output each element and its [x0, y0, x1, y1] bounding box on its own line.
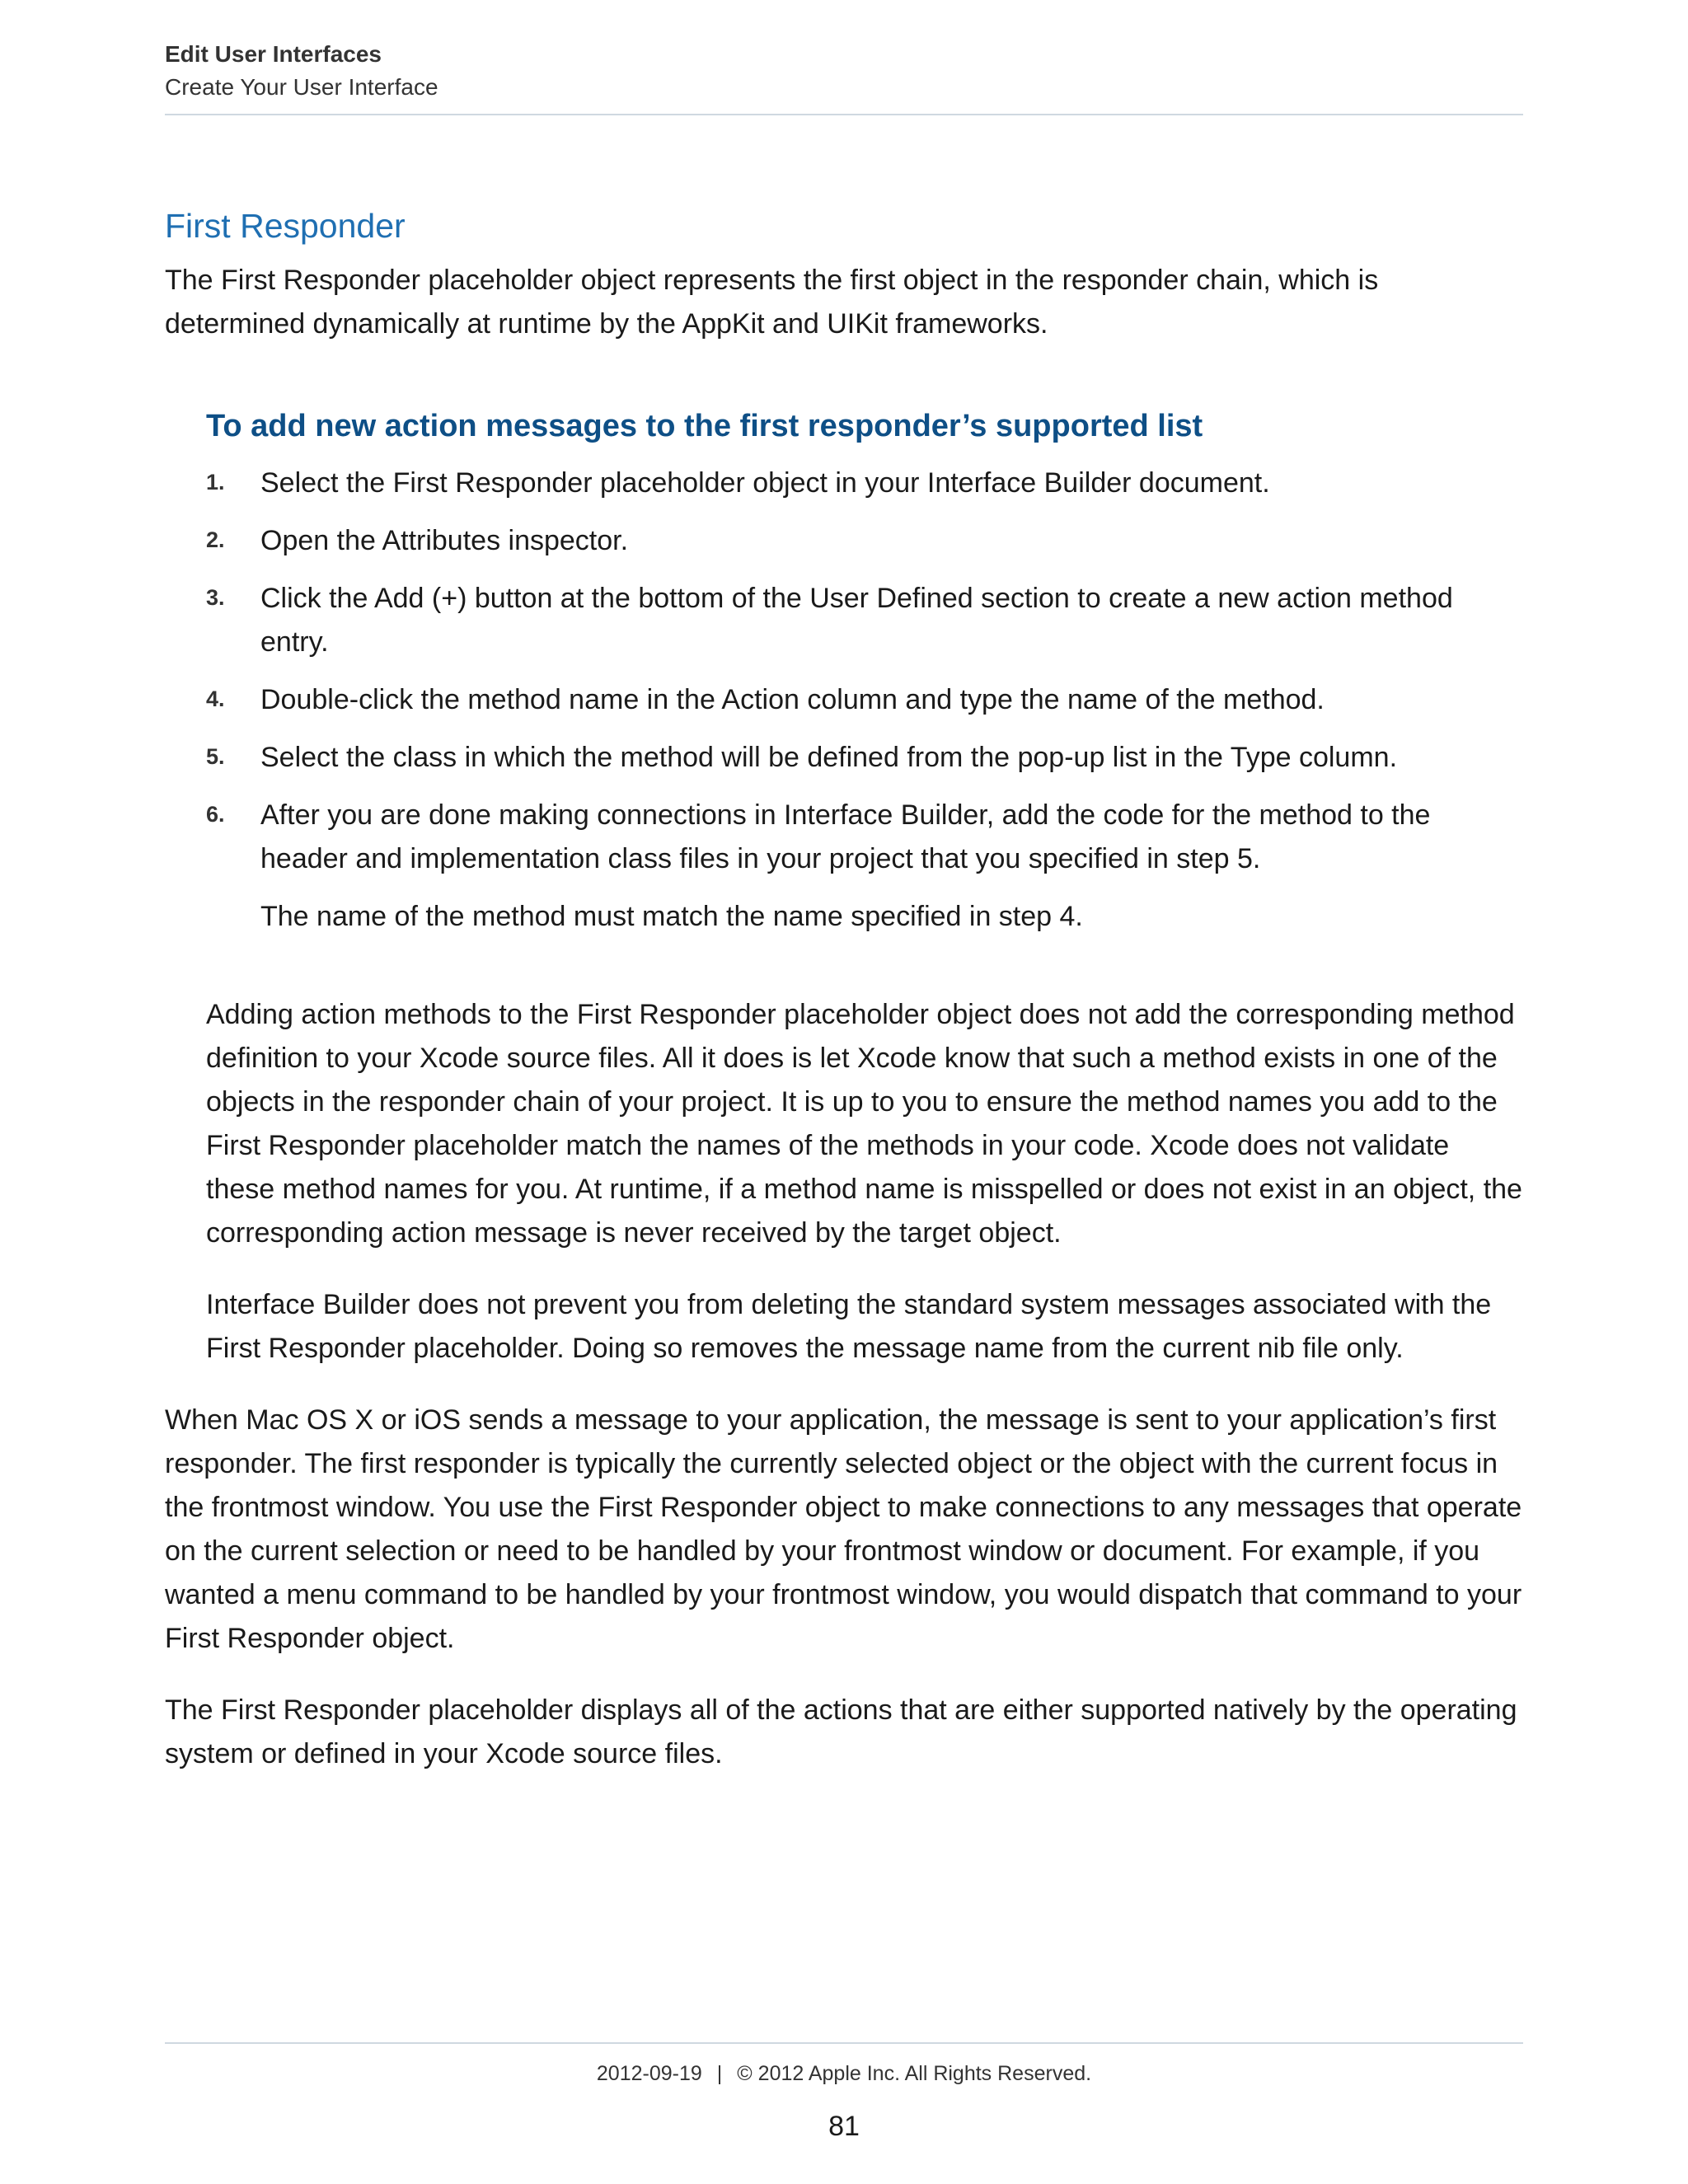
step-item: [206, 736, 1523, 780]
step-text: After you are done making connections in Interface Builder, add the code for the method to the header and implementation class files in your project that you specified in step 5.: [260, 799, 1431, 874]
step-text: Select the First Responder placeholder object in your Interface Builder document.: [260, 467, 1270, 499]
running-header: [165, 38, 1523, 104]
header-divider: [165, 114, 1523, 115]
step-number: 6.: [206, 802, 225, 827]
footer-copyright: © 2012 Apple Inc. All Rights Reserved.: [737, 2062, 1092, 2085]
step-number: 3.: [206, 585, 225, 610]
document-page: [165, 0, 1523, 2184]
footer-date: 2012-09-19: [596, 2062, 702, 2085]
step-item: [206, 462, 1523, 505]
section-subtitle: Create Your User Interface: [165, 74, 438, 100]
chapter-title: Edit User Interfaces: [165, 41, 382, 67]
step-item: [206, 577, 1523, 664]
closing-block: [165, 1399, 1523, 1804]
step-text: Select the class in which the method will be defined from the pop-up list in the Type column.: [260, 742, 1398, 773]
step-number: 1.: [206, 470, 225, 494]
note-paragraph: Interface Builder does not prevent you from deleting the standard system messages associated with the First Responder placeholder. Doing so removes the message name from the current nib file only.: [206, 1289, 1492, 1364]
page-footer: [165, 2057, 1523, 2090]
step-number: 5.: [206, 744, 225, 769]
note-paragraph: Adding action methods to the First Responder placeholder object does not add the corresponding method definition to your Xcode source files. All it does is let Xcode know that such a method exists in one of the objects in the responder chain of your project. It is up to you to ensure the method names you add to the First Responder placeholder match the names of the methods in your code. Xcode does not validate these method names for you. At runtime, if a method name is misspelled or does not exist in an object, the corresponding action message is never received by the target object.: [206, 999, 1522, 1249]
step-item: [206, 519, 1523, 563]
section-heading: First Responder: [165, 207, 406, 245]
step-item: [206, 678, 1523, 722]
steps-list: [206, 462, 1523, 953]
step-text: Click the Add (+) button at the bottom of the User Defined section to create a new action method entry.: [260, 583, 1453, 658]
intro-paragraph-block: [165, 259, 1523, 346]
step-item: [206, 794, 1523, 939]
intro-paragraph: The First Responder placeholder object represents the first object in the responder chain, which is determined dynamically at runtime by the AppKit and UIKit frameworks.: [165, 265, 1379, 340]
step-text: Double-click the method name in the Action column and type the name of the method.: [260, 684, 1325, 715]
footer-divider: [165, 2042, 1523, 2044]
step-number: 2.: [206, 527, 225, 552]
step-text: Open the Attributes inspector.: [260, 525, 629, 556]
body-paragraph: The First Responder placeholder displays all of the actions that are either supported natively by the operating system or defined in your Xcode source files.: [165, 1694, 1517, 1769]
step-number: 4.: [206, 687, 225, 711]
notes-block: [206, 993, 1523, 1399]
body-paragraph: When Mac OS X or iOS sends a message to your application, the message is sent to your application’s first responder. The first responder is typically the currently selected object or the object with the current focus in the frontmost window. You use the First Responder object to make connections to any messages that operate on the current selection or need to be handled by your frontmost window or document. For example, if you wanted a menu command to be handled by your frontmost window, you would dispatch that command to your First Responder object.: [165, 1404, 1522, 1654]
step-note: The name of the method must match the name specified in step 4.: [260, 901, 1083, 932]
task-heading: To add new action messages to the first responder’s supported list: [206, 409, 1203, 443]
footer-separator: |: [716, 2062, 723, 2085]
page-number: 81: [828, 2111, 860, 2142]
